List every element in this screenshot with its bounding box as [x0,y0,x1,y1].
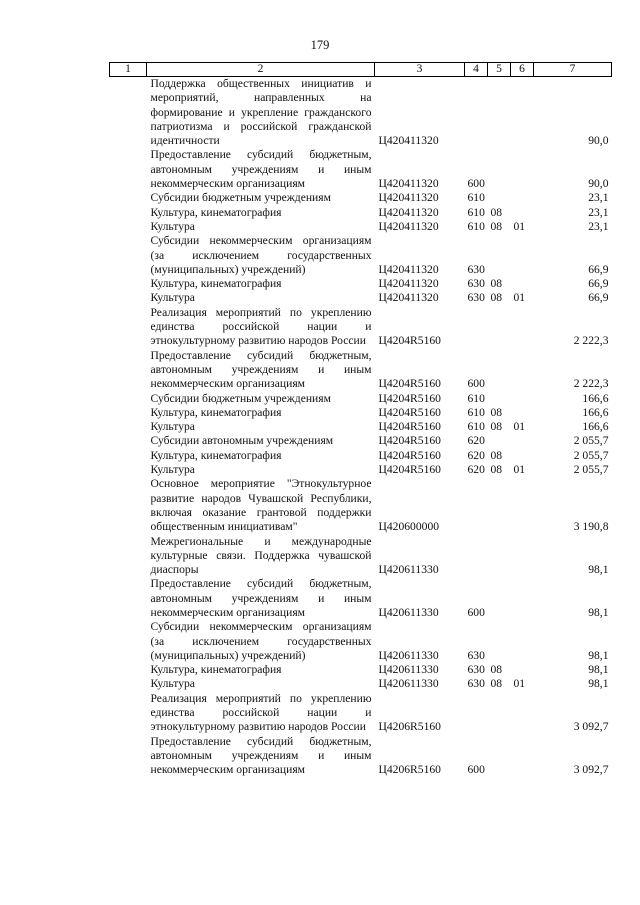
section-code [488,77,511,149]
expense-type: 630 [467,262,485,276]
item-name: Культура [150,420,195,434]
num-cell [110,77,147,149]
subsection-code [511,234,534,277]
target-code: Ц4206R5160 [378,763,441,777]
table-row [110,735,612,778]
subsection-code [511,692,534,735]
subsection-code [511,392,534,406]
expense-type [465,692,488,735]
target-code: Ц420600000 [378,520,440,534]
num-cell [110,620,147,663]
item-name: Основное мероприятие "Этнокультурное развитие народов Чувашской Республики, включая оказание грантовой поддержки общественным инициативам" [150,477,372,534]
subsection-code: 01 [513,291,526,305]
item-name: Культура [150,677,195,691]
section-code: 08 [490,205,503,219]
item-name: Культура, кинематография [150,277,282,291]
table-row [110,77,612,149]
item-name: Культура, кинематография [150,405,282,419]
header-row [110,63,612,77]
amount: 2 055,7 [573,434,609,448]
section-code [488,692,511,735]
table-row [110,191,612,205]
subsection-code [511,477,534,534]
subsection-code: 01 [513,420,526,434]
num-cell [110,291,147,305]
amount: 166,6 [582,405,609,419]
table-row [110,577,612,620]
subsection-code [511,577,534,620]
amount: 23,1 [588,219,609,233]
target-code: Ц420611330 [378,663,439,677]
target-code: Ц420411320 [378,205,439,219]
subsection-code [511,206,534,220]
subsection-code [511,663,534,677]
table-row [110,406,612,420]
section-code: 08 [490,219,503,233]
table-row [110,306,612,349]
subsection-code [511,277,534,291]
budget-table [109,62,612,778]
section-code [488,191,511,205]
amount: 2 055,7 [573,448,609,462]
item-name: Поддержка общественных инициатив и мероприятий, направленных на формирование и укрепление гражданского патриотизма и российской гражданской идентичности [150,77,372,148]
num-cell [110,349,147,392]
amount: 98,1 [588,648,609,662]
subsection-code [511,77,534,149]
item-name: Субсидии бюджетным учреждениям [150,391,331,405]
num-cell [110,735,147,778]
expense-type: 610 [467,205,485,219]
table-row [110,206,612,220]
item-name: Предоставление субсидий бюджетным, автономным учреждениям и иным некоммерческим организациям [150,734,372,777]
table-row [110,463,612,477]
subsection-code [511,735,534,778]
amount: 3 092,7 [573,763,609,777]
target-code: Ц420411320 [378,262,439,276]
subsection-code [511,191,534,205]
expense-type: 600 [467,763,485,777]
item-name: Культура, кинематография [150,663,282,677]
item-name: Реализация мероприятий по укреплению единства российской нации и этнокультурному развитию народов России [150,305,372,348]
target-code: Ц4204R5160 [378,463,441,477]
item-name: Культура, кинематография [150,205,282,219]
header-col-6: 6 [511,63,534,77]
section-code [488,392,511,406]
amount: 98,1 [588,563,609,577]
item-name: Субсидии автономным учреждениям [150,434,334,448]
expense-type: 610 [467,191,485,205]
expense-type: 630 [467,277,485,291]
num-cell [110,477,147,534]
section-code [488,620,511,663]
amount: 98,1 [588,677,609,691]
num-cell [110,406,147,420]
item-name: Субсидии бюджетным учреждениям [150,191,331,205]
expense-type: 610 [467,405,485,419]
num-cell [110,420,147,434]
target-code: Ц420411320 [378,177,439,191]
section-code [488,577,511,620]
expense-type: 620 [467,448,485,462]
table-row [110,449,612,463]
expense-type: 630 [467,291,485,305]
table-row [110,277,612,291]
num-cell [110,577,147,620]
table-row [110,477,612,534]
expense-type [465,477,488,534]
amount: 3 092,7 [573,720,609,734]
amount: 90,0 [588,134,609,148]
section-code [488,148,511,191]
item-name: Реализация мероприятий по укреплению единства российской нации и этнокультурному развитию народов России [150,691,372,734]
num-cell [110,434,147,448]
target-code: Ц4204R5160 [378,405,441,419]
amount: 66,9 [588,291,609,305]
expense-type: 600 [467,377,485,391]
expense-type: 630 [467,677,485,691]
subsection-code [511,349,534,392]
header-col-1: 1 [110,63,147,77]
expense-type: 630 [467,648,485,662]
item-name: Межрегиональные и международные культурные связи. Поддержка чувашской диаспоры [150,534,372,577]
num-cell [110,234,147,277]
item-name: Предоставление субсидий бюджетным, автономным учреждениям и иным некоммерческим организациям [150,577,372,619]
expense-type: 620 [467,434,485,448]
target-code: Ц4204R5160 [378,377,441,391]
section-code: 08 [490,420,503,434]
table-row [110,392,612,406]
target-code: Ц420611330 [378,677,439,691]
target-code: Ц420411320 [378,134,439,148]
amount: 2 055,7 [573,463,609,477]
table-row [110,148,612,191]
num-cell [110,206,147,220]
target-code: Ц420411320 [378,191,439,205]
num-cell [110,449,147,463]
table-row [110,677,612,691]
table-row [110,663,612,677]
target-code: Ц4204R5160 [378,448,441,462]
subsection-code [511,406,534,420]
section-code: 08 [490,405,503,419]
section-code: 08 [490,677,503,691]
section-code [488,306,511,349]
table-row [110,535,612,578]
table-row [110,434,612,448]
target-code: Ц420411320 [378,277,439,291]
section-code: 08 [490,663,503,677]
section-code [488,434,511,448]
num-cell [110,392,147,406]
table-row [110,620,612,663]
header-col-2: 2 [147,63,375,77]
target-code: Ц420411320 [378,291,439,305]
target-code: Ц4204R5160 [378,334,441,348]
table-row [110,692,612,735]
header-col-5: 5 [488,63,511,77]
target-code: Ц420611330 [378,563,439,577]
item-name: Предоставление субсидий бюджетным, автономным учреждениям и иным некоммерческим организациям [150,148,372,191]
amount: 98,1 [588,605,609,619]
item-name: Культура [150,463,195,477]
section-code: 08 [490,277,503,291]
amount: 2 222,3 [573,377,609,391]
subsection-code: 01 [513,677,526,691]
section-code: 08 [490,291,503,305]
num-cell [110,148,147,191]
amount: 166,6 [582,420,609,434]
header-col-7: 7 [534,63,612,77]
amount: 23,1 [588,191,609,205]
expense-type: 620 [467,463,485,477]
subsection-code [511,434,534,448]
amount: 66,9 [588,262,609,276]
item-name: Культура [150,291,195,305]
amount: 23,1 [588,205,609,219]
num-cell [110,220,147,234]
expense-type: 610 [467,420,485,434]
section-code: 08 [490,463,503,477]
subsection-code [511,449,534,463]
num-cell [110,663,147,677]
item-name: Культура, кинематография [150,448,282,462]
expense-type: 610 [467,219,485,233]
table-body [110,77,612,778]
section-code [488,349,511,392]
amount: 90,0 [588,177,609,191]
subsection-code [511,148,534,191]
expense-type [465,535,488,578]
item-name: Предоставление субсидий бюджетным, автономным учреждениям и иным некоммерческим организациям [150,348,372,391]
target-code: Ц4204R5160 [378,391,441,405]
header-col-4: 4 [465,63,488,77]
num-cell [110,677,147,691]
item-name: Культура [150,219,195,233]
subsection-code [511,306,534,349]
table-row [110,349,612,392]
target-code: Ц420611330 [378,648,439,662]
amount: 166,6 [582,391,609,405]
target-code: Ц4204R5160 [378,434,441,448]
target-code: Ц4204R5160 [378,420,441,434]
subsection-code: 01 [513,463,526,477]
expense-type: 600 [467,177,485,191]
page-number: 179 [310,38,330,52]
expense-type [465,77,488,149]
num-cell [110,692,147,735]
section-code: 08 [490,448,503,462]
table-row [110,420,612,434]
amount: 2 222,3 [573,334,609,348]
section-code [488,477,511,534]
num-cell [110,277,147,291]
expense-type [465,306,488,349]
num-cell [110,306,147,349]
section-code [488,234,511,277]
subsection-code: 01 [513,219,526,233]
target-code: Ц4206R5160 [378,720,441,734]
expense-type: 600 [467,605,485,619]
section-code [488,535,511,578]
num-cell [110,535,147,578]
table-row [110,291,612,305]
table-header [110,63,612,77]
amount: 98,1 [588,663,609,677]
table-row [110,234,612,277]
expense-type: 630 [467,663,485,677]
item-name: Субсидии некоммерческим организациям (за исключением государственных (муниципальных) учреждений) [150,234,372,276]
item-name: Субсидии некоммерческим организациям (за исключением государственных (муниципальных) учреждений) [150,620,372,662]
num-cell [110,463,147,477]
header-col-3: 3 [375,63,465,77]
target-code: Ц420411320 [378,219,439,233]
section-code [488,735,511,778]
subsection-code [511,535,534,578]
expense-type: 610 [467,391,485,405]
table-row [110,220,612,234]
subsection-code [511,620,534,663]
num-cell [110,191,147,205]
target-code: Ц420611330 [378,605,439,619]
amount: 66,9 [588,277,609,291]
amount: 3 190,8 [573,520,609,534]
